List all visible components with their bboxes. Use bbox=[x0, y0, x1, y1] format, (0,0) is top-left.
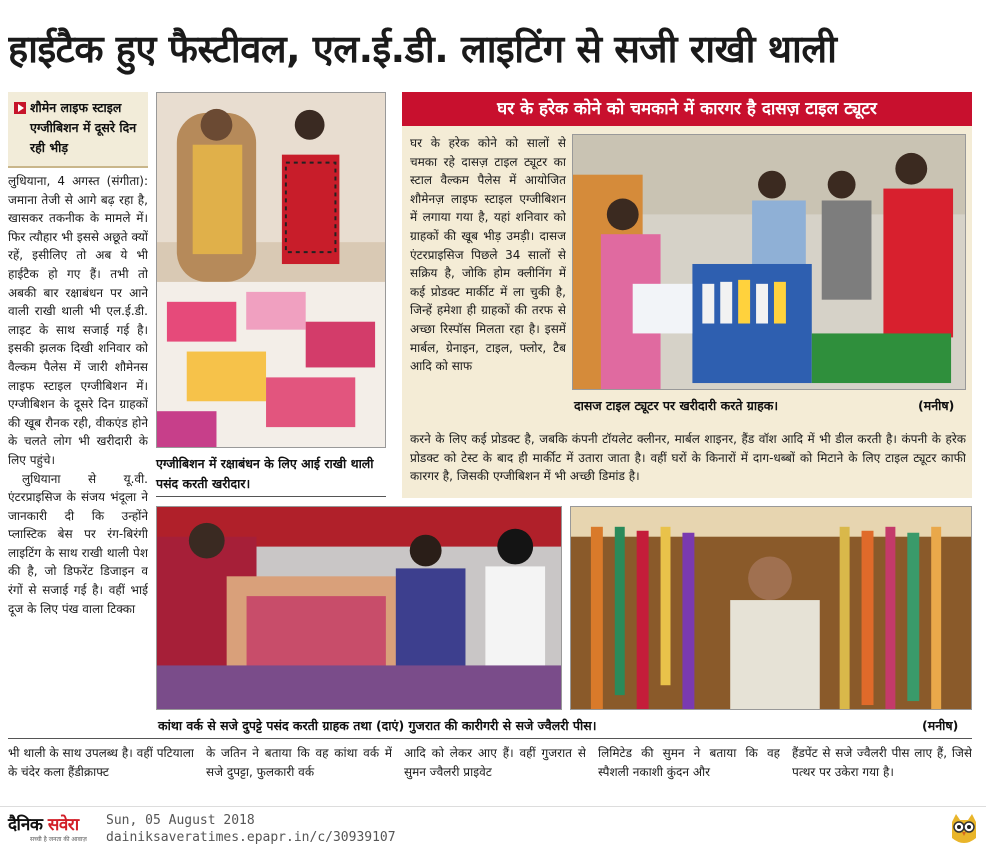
teaser-title: शौमेन लाइफ स्टाइल एग्जीबिशन में दूसरे दिन रही भीड़ bbox=[30, 100, 137, 155]
left-paragraph-2: लुधियाना से यू.वी. एंटरप्राइसिज के संजय भंदूला ने जानकारी दी कि उन्होंने प्लास्टिक बेस पर रंग-बिरंगी लाइटिंग के साथ राखी थाली पेश की है, जो डिफरेंट डिजाइन व रंगों से सजाई गई है। वहीं भाई दूज के लिए पंख वाला टिक्का bbox=[8, 471, 148, 616]
bottom-column-2: के जतिन ने बताया कि वह कांथा वर्क में सजे दुपट्टा, फुलकारी वर्क bbox=[206, 746, 392, 779]
teaser-box bbox=[8, 92, 148, 168]
logo-accent-text: सवेरा bbox=[47, 815, 79, 835]
footer-meta bbox=[106, 812, 396, 846]
caption-rakhi: एग्जीबिशन में रक्षाबंधन के लिए आई राखी थाली पसंद करती खरीदार। bbox=[156, 456, 374, 491]
photo-rakhi-thali bbox=[156, 92, 386, 448]
caption-bottom: कांथा वर्क से सजे दुपट्टे पसंद करती ग्राहक तथा (दाएं) गुजरात की कारीगरी से सजे ज्वैलरी पीस। bbox=[158, 718, 597, 733]
divider bbox=[8, 738, 972, 739]
logo-main-text: दैनिक bbox=[8, 815, 43, 835]
footer-divider bbox=[0, 806, 986, 807]
story-column: घर के हरेक कोने को सालों से चमका रहे दासज़ टाइल ट्यूटर का स्टाल वैल्कम पैलेस में आयोजित शौमेनज़ लाइफ स्टाइल एग्जीबिशन में लगाया गया है, यहां शनिवार को ग्राहकों की खूब भीड़ उमड़ी। दासज एंटरप्राइसिज पिछले 34 सालों से सक्रिय है, जोकि होम क्लीनिंग में कई प्रोडक्ट मार्कीट में ला चुकी है, जिन्हें हमेशा ही ग्राहकों की तरफ से अच्छा रिस्पॉस मिलता रहा है। इसमें मार्बल, ग्रेनाइन, टाइल, फ्लोर, टैब आदि को साफ bbox=[410, 136, 566, 374]
edition-url[interactable]: dainiksaveratimes.epapr.in/c/30939107 bbox=[106, 830, 396, 845]
bottom-column-5: हैंडपेंट से सजे ज्वैलरी पीस लाए हैं, जिसे पत्थर पर उकेरा गया है। bbox=[792, 746, 972, 779]
left-column-text bbox=[8, 172, 148, 726]
photo-kantha-dupatta bbox=[156, 506, 562, 710]
headline: हाईटैक हुए फैस्टीवल, एल.ई.डी. लाइटिंग से सजी राखी थाली bbox=[8, 27, 837, 71]
owl-icon bbox=[948, 812, 980, 846]
photo-tile-tutor bbox=[572, 134, 966, 390]
story-header: घर के हरेक कोने को चमकाने में कारगर है दासज़ टाइल ट्यूटर bbox=[402, 92, 972, 126]
caption-bottom-credit: (मनीष) bbox=[922, 718, 959, 733]
bottom-column-1: भी थाली के साथ उपलब्ध है। वहीं पटियाला के चंदेर कला हैंडीक्राफ्ट bbox=[8, 746, 194, 779]
story-continued-text: करने के लिए कई प्रोडक्ट है, जबकि कंपनी टॉयलेट क्लीनर, मार्बल शाइनर, हैंड वॉश आदि में भी डील करती है। कंपनी के हरेक प्रोडक्ट को टेस्ट के बाद ही मार्कीट में उतारा जाता है। वहीं घरों के किनारों में दाग-धब्बों को मिटाने के लिए टाइल ट्यूटर काफी कारगर है, जिसकी एग्जीबिशन में भी अच्छी डिमांड है। bbox=[410, 432, 966, 484]
caption-tile-credit: (मनीष) bbox=[918, 398, 955, 413]
divider bbox=[156, 496, 386, 497]
photo-jewellery bbox=[570, 506, 972, 710]
edition-date: Sun, 05 August 2018 bbox=[106, 813, 255, 828]
play-icon bbox=[14, 102, 26, 114]
caption-tile: दासज टाइल ट्यूटर पर खरीदारी करते ग्राहक। bbox=[574, 398, 779, 413]
left-paragraph-1: लुधियाना, 4 अगस्त (संगीता): जमाना तेजी से आगे बढ़ रहा है, खासकर तकनीक के मामले में। फिर त्यौहार भी इससे अछूते क्यों रहें, इसीलिए तो अब ये भी हाईटैक हो गए हैं। तभी तो अबकी बार रक्षाबंधन पर आने वाली राखी थाली भी एल.ई.डी. लाइट के साथ सजाई गई है। इसकी झलक दिखी शनिवार को वैल्कम पैलेस में जारी शौमेनस लाइफ स्टाइल एग्जीबिशन में। एग्जीबिशन के दूसरे दिन ग्राहकों की खूब रौनक रही, वीकएंड होने के चलते लोग भी खरीदारी के लिए पहुंचे। bbox=[8, 174, 148, 467]
newspaper-logo bbox=[8, 812, 108, 846]
logo-tagline: सच्ची है जनता की आवाज़ bbox=[30, 836, 87, 843]
bottom-column-4: लिमिटेड की सुमन ने बताया कि वह स्पैशली नकाशी कुंदन और bbox=[598, 746, 780, 779]
bottom-column-3: आदि को लेकर आए हैं। वहीं गुजरात से सुमन ज्वैलरी प्राइवेट bbox=[404, 746, 586, 779]
